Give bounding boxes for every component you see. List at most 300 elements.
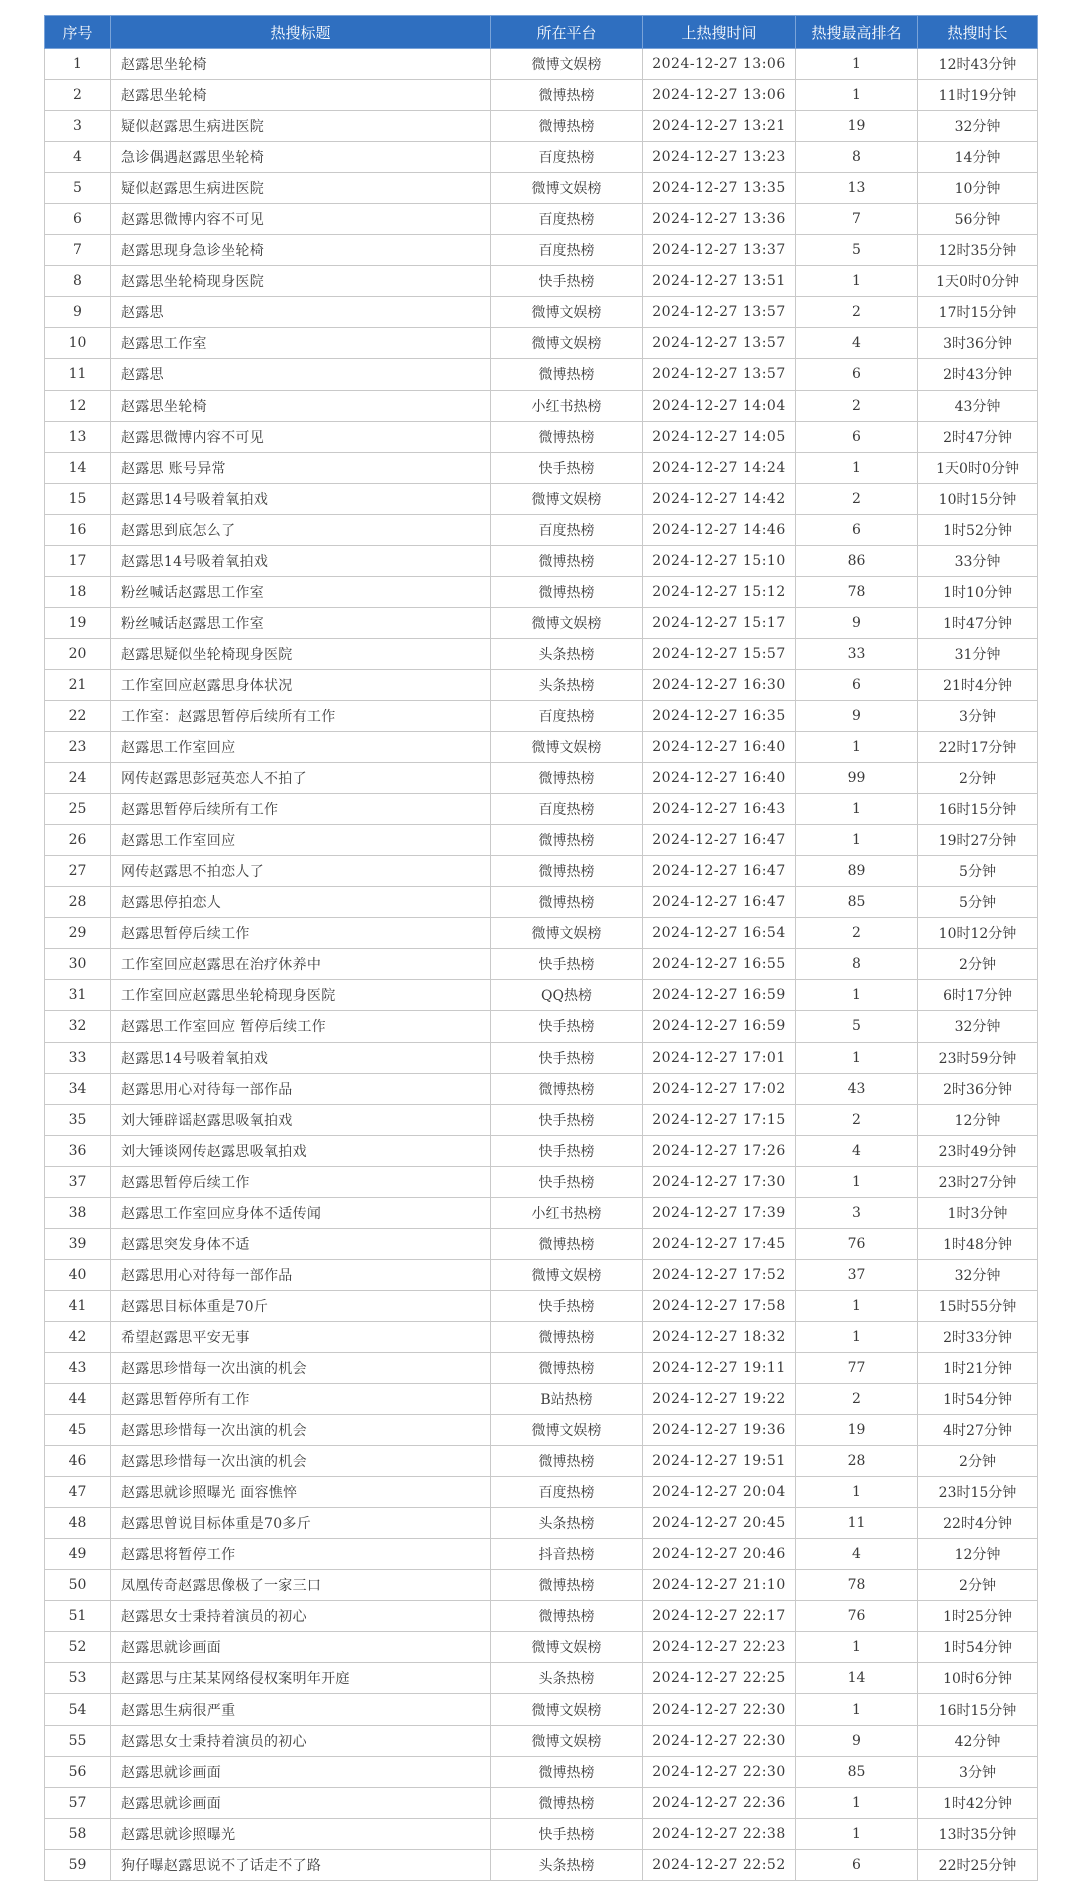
row-time: 2024-12-27 17:52 — [643, 1259, 796, 1290]
row-time: 2024-12-27 13:06 — [643, 49, 796, 80]
row-title: 赵露思暂停后续工作 — [111, 918, 491, 949]
row-duration: 1天0时0分钟 — [918, 266, 1038, 297]
row-index: 30 — [45, 949, 111, 980]
row-title: 赵露思女士秉持着演员的初心 — [111, 1601, 491, 1632]
row-rank: 6 — [796, 669, 918, 700]
row-rank: 1 — [796, 1787, 918, 1818]
row-duration: 16时15分钟 — [918, 1694, 1038, 1725]
row-title: 赵露思就诊画面 — [111, 1632, 491, 1663]
row-index: 2 — [45, 80, 111, 111]
row-time: 2024-12-27 15:57 — [643, 638, 796, 669]
row-index: 6 — [45, 204, 111, 235]
table-row — [45, 1011, 1038, 1042]
table-row — [45, 1570, 1038, 1601]
row-index: 23 — [45, 732, 111, 763]
row-platform: 微博文娱榜 — [491, 173, 643, 204]
header-title: 热搜标题 — [111, 16, 491, 49]
row-duration: 12时43分钟 — [918, 49, 1038, 80]
row-time: 2024-12-27 22:30 — [643, 1725, 796, 1756]
row-index: 21 — [45, 669, 111, 700]
row-rank: 1 — [796, 980, 918, 1011]
row-platform: 微博热榜 — [491, 359, 643, 390]
table-row — [45, 1446, 1038, 1477]
row-index: 53 — [45, 1663, 111, 1694]
row-time: 2024-12-27 19:36 — [643, 1415, 796, 1446]
row-index: 8 — [45, 266, 111, 297]
row-duration: 32分钟 — [918, 1011, 1038, 1042]
table-row — [45, 856, 1038, 887]
row-rank: 1 — [796, 732, 918, 763]
table-row — [45, 1166, 1038, 1197]
row-title: 赵露思 — [111, 359, 491, 390]
row-rank: 2 — [796, 918, 918, 949]
row-duration: 1天0时0分钟 — [918, 452, 1038, 483]
row-time: 2024-12-27 22:30 — [643, 1694, 796, 1725]
row-index: 27 — [45, 856, 111, 887]
row-index: 42 — [45, 1321, 111, 1352]
row-time: 2024-12-27 22:30 — [643, 1756, 796, 1787]
row-title: 赵露思曾说目标体重是70多斤 — [111, 1508, 491, 1539]
row-time: 2024-12-27 17:58 — [643, 1290, 796, 1321]
row-duration: 14分钟 — [918, 142, 1038, 173]
row-title: 赵露思微博内容不可见 — [111, 204, 491, 235]
row-index: 3 — [45, 111, 111, 142]
row-title: 刘大锤辟谣赵露思吸氧拍戏 — [111, 1104, 491, 1135]
row-platform: 快手热榜 — [491, 1104, 643, 1135]
row-time: 2024-12-27 16:59 — [643, 980, 796, 1011]
row-title: 赵露思突发身体不适 — [111, 1228, 491, 1259]
row-rank: 19 — [796, 1415, 918, 1446]
row-title: 赵露思与庄某某网络侵权案明年开庭 — [111, 1663, 491, 1694]
row-rank: 1 — [796, 794, 918, 825]
row-title: 赵露思目标体重是70斤 — [111, 1290, 491, 1321]
table-row — [45, 1042, 1038, 1073]
row-rank: 5 — [796, 1011, 918, 1042]
row-platform: 微博热榜 — [491, 1228, 643, 1259]
row-duration: 23时15分钟 — [918, 1477, 1038, 1508]
table-row — [45, 918, 1038, 949]
row-time: 2024-12-27 15:17 — [643, 607, 796, 638]
row-platform: 微博文娱榜 — [491, 297, 643, 328]
hot-search-sheet — [44, 15, 1037, 1881]
row-rank: 6 — [796, 514, 918, 545]
row-title: 赵露思14号吸着氧拍戏 — [111, 545, 491, 576]
row-rank: 4 — [796, 1539, 918, 1570]
row-title: 粉丝喊话赵露思工作室 — [111, 607, 491, 638]
row-platform: 微博热榜 — [491, 111, 643, 142]
table-row — [45, 111, 1038, 142]
row-time: 2024-12-27 16:30 — [643, 669, 796, 700]
table-row — [45, 173, 1038, 204]
row-index: 44 — [45, 1384, 111, 1415]
row-time: 2024-12-27 17:45 — [643, 1228, 796, 1259]
table-row — [45, 1663, 1038, 1694]
row-duration: 31分钟 — [918, 638, 1038, 669]
row-platform: 抖音热榜 — [491, 1539, 643, 1570]
row-index: 47 — [45, 1477, 111, 1508]
row-rank: 1 — [796, 452, 918, 483]
row-rank: 1 — [796, 1166, 918, 1197]
row-platform: 微博文娱榜 — [491, 1259, 643, 1290]
row-platform: 快手热榜 — [491, 1011, 643, 1042]
row-title: 赵露思坐轮椅 — [111, 80, 491, 111]
row-rank: 1 — [796, 1477, 918, 1508]
row-time: 2024-12-27 20:45 — [643, 1508, 796, 1539]
row-rank: 2 — [796, 297, 918, 328]
row-duration: 1时10分钟 — [918, 576, 1038, 607]
row-index: 17 — [45, 545, 111, 576]
row-platform: 快手热榜 — [491, 949, 643, 980]
row-title: 工作室回应赵露思坐轮椅现身医院 — [111, 980, 491, 1011]
table-body — [45, 49, 1038, 1881]
table-row — [45, 390, 1038, 421]
row-title: 赵露思珍惜每一次出演的机会 — [111, 1352, 491, 1383]
row-index: 43 — [45, 1352, 111, 1383]
table-row — [45, 1849, 1038, 1880]
row-rank: 9 — [796, 700, 918, 731]
table-row — [45, 266, 1038, 297]
table-row — [45, 514, 1038, 545]
row-rank: 77 — [796, 1352, 918, 1383]
row-duration: 32分钟 — [918, 1259, 1038, 1290]
row-duration: 2分钟 — [918, 763, 1038, 794]
row-platform: 微博文娱榜 — [491, 1725, 643, 1756]
row-duration: 11时19分钟 — [918, 80, 1038, 111]
row-rank: 4 — [796, 328, 918, 359]
row-time: 2024-12-27 13:06 — [643, 80, 796, 111]
row-rank: 6 — [796, 421, 918, 452]
row-duration: 2时33分钟 — [918, 1321, 1038, 1352]
row-index: 9 — [45, 297, 111, 328]
row-rank: 1 — [796, 1290, 918, 1321]
row-time: 2024-12-27 22:36 — [643, 1787, 796, 1818]
row-time: 2024-12-27 19:11 — [643, 1352, 796, 1383]
row-index: 24 — [45, 763, 111, 794]
table-row — [45, 1135, 1038, 1166]
row-platform: 头条热榜 — [491, 1508, 643, 1539]
row-title: 赵露思生病很严重 — [111, 1694, 491, 1725]
row-duration: 3分钟 — [918, 1756, 1038, 1787]
row-index: 26 — [45, 825, 111, 856]
row-duration: 2时47分钟 — [918, 421, 1038, 452]
row-index: 5 — [45, 173, 111, 204]
row-duration: 23时49分钟 — [918, 1135, 1038, 1166]
table-row — [45, 1384, 1038, 1415]
row-index: 1 — [45, 49, 111, 80]
row-duration: 22时25分钟 — [918, 1849, 1038, 1880]
row-duration: 12分钟 — [918, 1539, 1038, 1570]
row-rank: 78 — [796, 1570, 918, 1601]
row-title: 赵露思到底怎么了 — [111, 514, 491, 545]
table-row — [45, 1197, 1038, 1228]
row-title: 工作室回应赵露思在治疗休养中 — [111, 949, 491, 980]
row-time: 2024-12-27 17:01 — [643, 1042, 796, 1073]
row-time: 2024-12-27 16:40 — [643, 732, 796, 763]
row-platform: 头条热榜 — [491, 1849, 643, 1880]
row-time: 2024-12-27 19:51 — [643, 1446, 796, 1477]
row-rank: 2 — [796, 390, 918, 421]
row-title: 赵露思就诊画面 — [111, 1787, 491, 1818]
row-time: 2024-12-27 13:36 — [643, 204, 796, 235]
row-duration: 2时36分钟 — [918, 1073, 1038, 1104]
table-row — [45, 763, 1038, 794]
row-duration: 1时42分钟 — [918, 1787, 1038, 1818]
row-time: 2024-12-27 22:17 — [643, 1601, 796, 1632]
row-index: 25 — [45, 794, 111, 825]
row-rank: 78 — [796, 576, 918, 607]
row-time: 2024-12-27 13:35 — [643, 173, 796, 204]
row-time: 2024-12-27 18:32 — [643, 1321, 796, 1352]
row-title: 粉丝喊话赵露思工作室 — [111, 576, 491, 607]
row-rank: 76 — [796, 1601, 918, 1632]
row-duration: 1时47分钟 — [918, 607, 1038, 638]
table-row — [45, 452, 1038, 483]
row-rank: 13 — [796, 173, 918, 204]
table-row — [45, 1539, 1038, 1570]
row-duration: 21时4分钟 — [918, 669, 1038, 700]
row-time: 2024-12-27 14:46 — [643, 514, 796, 545]
row-time: 2024-12-27 22:38 — [643, 1818, 796, 1849]
row-title: 工作室：赵露思暂停后续所有工作 — [111, 700, 491, 731]
row-index: 4 — [45, 142, 111, 173]
row-platform: 百度热榜 — [491, 204, 643, 235]
table-row — [45, 1818, 1038, 1849]
row-duration: 43分钟 — [918, 390, 1038, 421]
table-row — [45, 1415, 1038, 1446]
row-index: 34 — [45, 1073, 111, 1104]
row-title: 网传赵露思彭冠英恋人不拍了 — [111, 763, 491, 794]
row-title: 赵露思就诊画面 — [111, 1756, 491, 1787]
table-row — [45, 49, 1038, 80]
row-time: 2024-12-27 20:04 — [643, 1477, 796, 1508]
row-duration: 12分钟 — [918, 1104, 1038, 1135]
row-title: 凤凰传奇赵露思像极了一家三口 — [111, 1570, 491, 1601]
row-index: 49 — [45, 1539, 111, 1570]
row-duration: 6时17分钟 — [918, 980, 1038, 1011]
row-duration: 10时15分钟 — [918, 483, 1038, 514]
table-header — [45, 16, 1038, 49]
table-row — [45, 328, 1038, 359]
row-rank: 1 — [796, 266, 918, 297]
row-title: 赵露思暂停所有工作 — [111, 1384, 491, 1415]
row-index: 12 — [45, 390, 111, 421]
row-platform: 微博热榜 — [491, 1352, 643, 1383]
row-rank: 2 — [796, 483, 918, 514]
table-row — [45, 1228, 1038, 1259]
row-time: 2024-12-27 17:30 — [643, 1166, 796, 1197]
table-row — [45, 1787, 1038, 1818]
table-row — [45, 949, 1038, 980]
row-index: 50 — [45, 1570, 111, 1601]
row-title: 刘大锤谈网传赵露思吸氧拍戏 — [111, 1135, 491, 1166]
row-duration: 4时27分钟 — [918, 1415, 1038, 1446]
row-rank: 2 — [796, 1104, 918, 1135]
row-title: 狗仔曝赵露思说不了话走不了路 — [111, 1849, 491, 1880]
row-index: 19 — [45, 607, 111, 638]
row-time: 2024-12-27 14:05 — [643, 421, 796, 452]
row-duration: 3时36分钟 — [918, 328, 1038, 359]
row-platform: 微博热榜 — [491, 1321, 643, 1352]
row-platform: 百度热榜 — [491, 235, 643, 266]
row-title: 赵露思工作室回应 — [111, 732, 491, 763]
row-index: 41 — [45, 1290, 111, 1321]
row-time: 2024-12-27 17:15 — [643, 1104, 796, 1135]
row-platform: 微博热榜 — [491, 763, 643, 794]
row-title: 赵露思 账号异常 — [111, 452, 491, 483]
row-duration: 12时35分钟 — [918, 235, 1038, 266]
row-title: 赵露思女士秉持着演员的初心 — [111, 1725, 491, 1756]
row-rank: 1 — [796, 80, 918, 111]
row-rank: 1 — [796, 1042, 918, 1073]
row-time: 2024-12-27 22:52 — [643, 1849, 796, 1880]
row-platform: 微博文娱榜 — [491, 49, 643, 80]
row-index: 15 — [45, 483, 111, 514]
table-row — [45, 1508, 1038, 1539]
row-title: 赵露思坐轮椅 — [111, 49, 491, 80]
row-rank: 11 — [796, 1508, 918, 1539]
row-platform: 微博文娱榜 — [491, 1694, 643, 1725]
row-index: 18 — [45, 576, 111, 607]
table-row — [45, 1321, 1038, 1352]
row-time: 2024-12-27 16:55 — [643, 949, 796, 980]
row-time: 2024-12-27 16:47 — [643, 856, 796, 887]
row-rank: 4 — [796, 1135, 918, 1166]
row-title: 工作室回应赵露思身体状况 — [111, 669, 491, 700]
row-index: 35 — [45, 1104, 111, 1135]
table-row — [45, 297, 1038, 328]
row-duration: 5分钟 — [918, 856, 1038, 887]
row-title: 疑似赵露思生病进医院 — [111, 173, 491, 204]
row-title: 希望赵露思平安无事 — [111, 1321, 491, 1352]
row-index: 22 — [45, 700, 111, 731]
row-title: 赵露思坐轮椅 — [111, 390, 491, 421]
row-time: 2024-12-27 17:26 — [643, 1135, 796, 1166]
table-row — [45, 1756, 1038, 1787]
row-platform: 百度热榜 — [491, 142, 643, 173]
header-time: 上热搜时间 — [643, 16, 796, 49]
row-platform: 微博热榜 — [491, 1787, 643, 1818]
row-platform: 百度热榜 — [491, 700, 643, 731]
row-index: 55 — [45, 1725, 111, 1756]
row-index: 57 — [45, 1787, 111, 1818]
row-index: 36 — [45, 1135, 111, 1166]
row-time: 2024-12-27 19:22 — [643, 1384, 796, 1415]
row-time: 2024-12-27 13:37 — [643, 235, 796, 266]
row-index: 37 — [45, 1166, 111, 1197]
row-title: 赵露思珍惜每一次出演的机会 — [111, 1446, 491, 1477]
row-title: 赵露思暂停后续所有工作 — [111, 794, 491, 825]
row-platform: 头条热榜 — [491, 669, 643, 700]
table-row — [45, 1725, 1038, 1756]
row-time: 2024-12-27 13:21 — [643, 111, 796, 142]
row-rank: 37 — [796, 1259, 918, 1290]
row-index: 31 — [45, 980, 111, 1011]
row-duration: 3分钟 — [918, 700, 1038, 731]
row-rank: 8 — [796, 142, 918, 173]
row-time: 2024-12-27 13:23 — [643, 142, 796, 173]
row-rank: 43 — [796, 1073, 918, 1104]
row-platform: 微博热榜 — [491, 80, 643, 111]
row-duration: 17时15分钟 — [918, 297, 1038, 328]
row-duration: 22时4分钟 — [918, 1508, 1038, 1539]
row-title: 赵露思工作室回应 — [111, 825, 491, 856]
row-index: 7 — [45, 235, 111, 266]
table-row — [45, 1073, 1038, 1104]
row-title: 赵露思珍惜每一次出演的机会 — [111, 1415, 491, 1446]
row-index: 13 — [45, 421, 111, 452]
row-title: 网传赵露思不拍恋人了 — [111, 856, 491, 887]
row-time: 2024-12-27 13:57 — [643, 359, 796, 390]
row-rank: 76 — [796, 1228, 918, 1259]
row-time: 2024-12-27 16:43 — [643, 794, 796, 825]
row-rank: 1 — [796, 1632, 918, 1663]
row-platform: 微博热榜 — [491, 825, 643, 856]
row-duration: 1时54分钟 — [918, 1384, 1038, 1415]
row-rank: 3 — [796, 1197, 918, 1228]
row-platform: 微博热榜 — [491, 1446, 643, 1477]
table-row — [45, 545, 1038, 576]
row-time: 2024-12-27 22:25 — [643, 1663, 796, 1694]
row-duration: 1时25分钟 — [918, 1601, 1038, 1632]
row-rank: 7 — [796, 204, 918, 235]
row-duration: 19时27分钟 — [918, 825, 1038, 856]
row-title: 赵露思就诊照曝光 面容憔悴 — [111, 1477, 491, 1508]
row-platform: 微博热榜 — [491, 576, 643, 607]
row-time: 2024-12-27 21:10 — [643, 1570, 796, 1601]
row-index: 45 — [45, 1415, 111, 1446]
row-time: 2024-12-27 20:46 — [643, 1539, 796, 1570]
row-title: 赵露思工作室回应 暂停后续工作 — [111, 1011, 491, 1042]
row-index: 39 — [45, 1228, 111, 1259]
row-rank: 9 — [796, 1725, 918, 1756]
row-rank: 1 — [796, 1321, 918, 1352]
table-row — [45, 1290, 1038, 1321]
row-time: 2024-12-27 17:39 — [643, 1197, 796, 1228]
row-time: 2024-12-27 13:57 — [643, 328, 796, 359]
row-time: 2024-12-27 16:47 — [643, 825, 796, 856]
row-rank: 89 — [796, 856, 918, 887]
row-rank: 2 — [796, 1384, 918, 1415]
row-time: 2024-12-27 17:02 — [643, 1073, 796, 1104]
row-index: 40 — [45, 1259, 111, 1290]
row-title: 赵露思微博内容不可见 — [111, 421, 491, 452]
row-platform: 快手热榜 — [491, 452, 643, 483]
row-platform: 快手热榜 — [491, 1166, 643, 1197]
row-index: 46 — [45, 1446, 111, 1477]
header-rank: 热搜最高排名 — [796, 16, 918, 49]
row-rank: 9 — [796, 607, 918, 638]
row-platform: 小红书热榜 — [491, 390, 643, 421]
table-row — [45, 235, 1038, 266]
table-row — [45, 359, 1038, 390]
row-platform: 微博热榜 — [491, 1570, 643, 1601]
row-rank: 19 — [796, 111, 918, 142]
row-rank: 85 — [796, 1756, 918, 1787]
table-row — [45, 1104, 1038, 1135]
row-time: 2024-12-27 13:57 — [643, 297, 796, 328]
row-title: 赵露思现身急诊坐轮椅 — [111, 235, 491, 266]
row-rank: 1 — [796, 1818, 918, 1849]
row-platform: 微博热榜 — [491, 1073, 643, 1104]
row-platform: B站热榜 — [491, 1384, 643, 1415]
row-platform: 百度热榜 — [491, 514, 643, 545]
row-platform: 百度热榜 — [491, 1477, 643, 1508]
row-platform: 快手热榜 — [491, 1290, 643, 1321]
row-title: 急诊偶遇赵露思坐轮椅 — [111, 142, 491, 173]
row-duration: 1时21分钟 — [918, 1352, 1038, 1383]
row-platform: 微博热榜 — [491, 887, 643, 918]
row-index: 20 — [45, 638, 111, 669]
